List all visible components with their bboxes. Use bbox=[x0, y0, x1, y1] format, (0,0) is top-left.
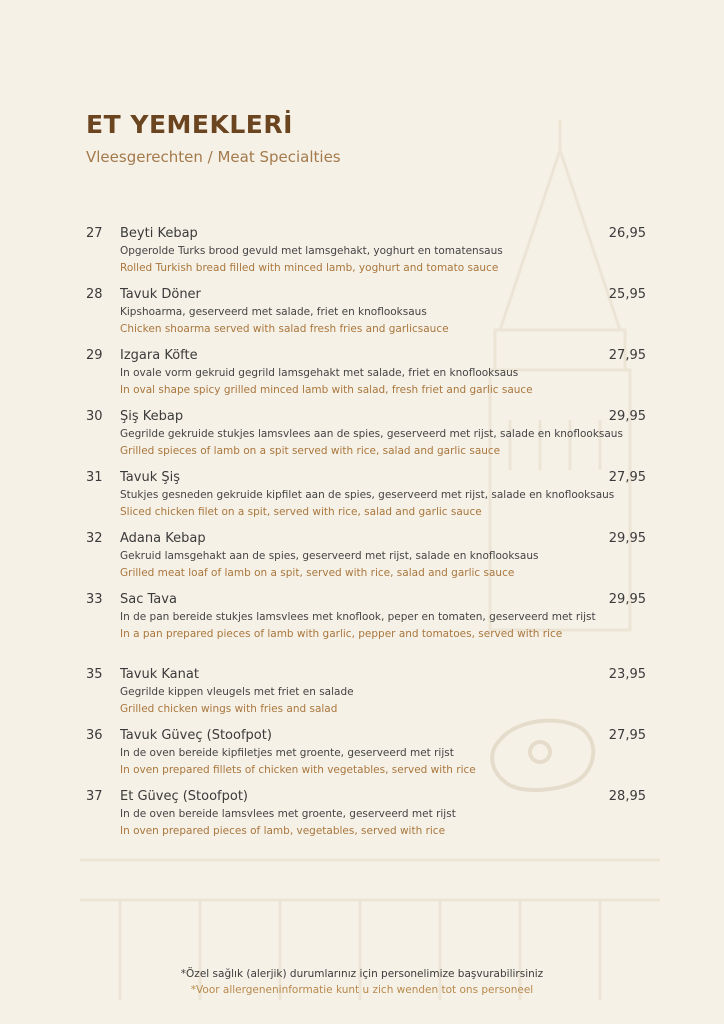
item-description-dutch: Opgerolde Turks brood gevuld met lamsgehakt, yoghurt en tomatensaus bbox=[120, 245, 503, 257]
item-number: 28 bbox=[86, 287, 103, 302]
item-number: 33 bbox=[86, 592, 103, 607]
item-price: 28,95 bbox=[608, 789, 646, 804]
item-description-dutch: In ovale vorm gekruid gegrild lamsgehakt met salade, friet en knoflooksaus bbox=[120, 367, 519, 379]
item-description-english: In oven prepared fillets of chicken with vegetables, served with rice bbox=[120, 764, 476, 776]
item-description-english: In a pan prepared pieces of lamb with garlic, pepper and tomatoes, served with rice bbox=[120, 628, 563, 640]
menu-item bbox=[86, 728, 646, 789]
item-name: Izgara Köfte bbox=[120, 348, 198, 363]
item-name: Tavuk Güveç (Stoofpot) bbox=[120, 728, 272, 743]
item-description-dutch: In de oven bereide lamsvlees met groente, geserveerd met rijst bbox=[120, 808, 456, 820]
item-number: 37 bbox=[86, 789, 103, 804]
allergen-note bbox=[0, 966, 724, 998]
item-description-english: Grilled spieces of lamb on a spit served with rice, salad and garlic sauce bbox=[120, 445, 501, 457]
page-subtitle: Vleesgerechten / Meat Specialties bbox=[86, 148, 341, 166]
item-price: 26,95 bbox=[608, 226, 646, 241]
item-number: 31 bbox=[86, 470, 103, 485]
item-description-english: Grilled meat loaf of lamb on a spit, served with rice, salad and garlic sauce bbox=[120, 567, 515, 579]
menu-item bbox=[86, 592, 646, 653]
item-description-english: Chicken shoarma served with salad fresh fries and garlicsauce bbox=[120, 323, 449, 335]
item-description-english: In oven prepared pieces of lamb, vegetables, served with rice bbox=[120, 825, 446, 837]
menu-item bbox=[86, 667, 646, 728]
item-price: 29,95 bbox=[608, 531, 646, 546]
item-price: 27,95 bbox=[608, 728, 646, 743]
item-price: 25,95 bbox=[608, 287, 646, 302]
item-description-english: Grilled chicken wings with fries and salad bbox=[120, 703, 338, 715]
item-number: 29 bbox=[86, 348, 103, 363]
item-description-dutch: In de pan bereide stukjes lamsvlees met knoflook, peper en tomaten, geserveerd met rijst bbox=[120, 611, 596, 623]
item-description-english: Sliced chicken filet on a spit, served with rice, salad and garlic sauce bbox=[120, 506, 482, 518]
item-price: 29,95 bbox=[608, 409, 646, 424]
item-description-dutch: Kipshoarma, geserveerd met salade, friet en knoflooksaus bbox=[120, 306, 427, 318]
item-description-dutch: Gegrilde gekruide stukjes lamsvlees aan de spies, geserveerd met rijst, salade en knoflooksaus bbox=[120, 428, 623, 440]
menu-list bbox=[86, 226, 646, 850]
item-number: 36 bbox=[86, 728, 103, 743]
item-number: 35 bbox=[86, 667, 103, 682]
item-price: 27,95 bbox=[608, 470, 646, 485]
item-price: 27,95 bbox=[608, 348, 646, 363]
menu-header bbox=[86, 108, 341, 168]
item-price: 23,95 bbox=[608, 667, 646, 682]
item-description-dutch: Gekruid lamsgehakt aan de spies, geserveerd met rijst, salade en knoflooksaus bbox=[120, 550, 539, 562]
item-name: Beyti Kebap bbox=[120, 226, 198, 241]
item-description-english: In oval shape spicy grilled minced lamb with salad, fresh friet and garlic sauce bbox=[120, 384, 533, 396]
item-name: Adana Kebap bbox=[120, 531, 206, 546]
item-description-english: Rolled Turkish bread filled with minced lamb, yoghurt and tomato sauce bbox=[120, 262, 499, 274]
allergen-note-turkish: *Özel sağlık (alerjik) durumlarınız için personelimize başvurabilirsiniz bbox=[180, 968, 544, 980]
item-number: 27 bbox=[86, 226, 103, 241]
item-name: Sac Tava bbox=[120, 592, 177, 607]
item-name: Şiş Kebap bbox=[120, 409, 184, 424]
item-price: 29,95 bbox=[608, 592, 646, 607]
item-description-dutch: In de oven bereide kipfiletjes met groente, geserveerd met rijst bbox=[120, 747, 454, 759]
item-description-dutch: Gegrilde kippen vleugels met friet en salade bbox=[120, 686, 354, 698]
menu-item bbox=[86, 470, 646, 531]
item-name: Tavuk Döner bbox=[120, 287, 201, 302]
menu-item bbox=[86, 409, 646, 470]
menu-item bbox=[86, 226, 646, 287]
menu-item bbox=[86, 348, 646, 409]
menu-item bbox=[86, 531, 646, 592]
item-number: 32 bbox=[86, 531, 103, 546]
item-description-dutch: Stukjes gesneden gekruide kipfilet aan de spies, geserveerd met rijst, salade en knoflooksaus bbox=[120, 489, 615, 501]
item-name: Tavuk Kanat bbox=[120, 667, 199, 682]
item-number: 30 bbox=[86, 409, 103, 424]
item-name: Et Güveç (Stoofpot) bbox=[120, 789, 249, 804]
menu-item bbox=[86, 287, 646, 348]
menu-item bbox=[86, 789, 646, 850]
allergen-note-dutch: *Voor allergeneninformatie kunt u zich wenden tot ons personeel bbox=[190, 984, 534, 996]
page-title: ET YEMEKLERİ bbox=[86, 110, 293, 139]
item-name: Tavuk Şiş bbox=[120, 470, 180, 485]
